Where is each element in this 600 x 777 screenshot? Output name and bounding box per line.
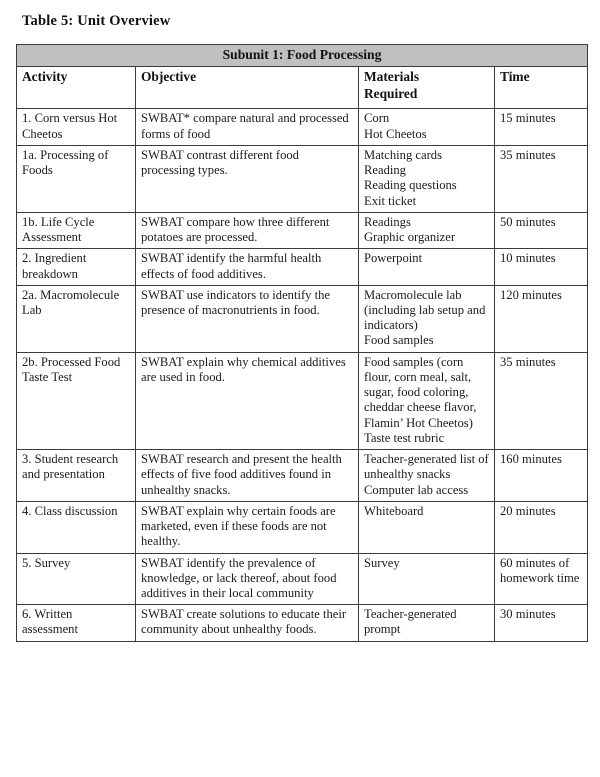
material-line: Whiteboard — [364, 503, 424, 518]
material-line: Matching cards — [364, 147, 442, 162]
cell-materials — [359, 145, 495, 212]
subunit-title-cell: Subunit 1: Food Processing — [17, 45, 588, 67]
material-line: Taste test rubric — [364, 430, 445, 445]
material-line: Reading questions — [364, 178, 457, 193]
cell-objective: SWBAT explain why chemical additives are used in food. — [136, 352, 359, 449]
cell-objective: SWBAT create solutions to educate their community about unhealthy foods. — [136, 605, 359, 641]
header-line: Materials — [364, 69, 420, 85]
material-line: Computer lab access — [364, 482, 469, 497]
material-line: Powerpoint — [364, 251, 423, 266]
cell-activity: 2b. Processed Food Taste Test — [17, 352, 136, 449]
table-row — [17, 450, 588, 502]
cell-materials — [359, 501, 495, 553]
material-line: Food samples (corn flour, corn meal, salt, sugar, food coloring, cheddar cheese flavor, Flamin’ Hot Cheetos) — [364, 354, 477, 430]
header-line: Activity — [22, 69, 68, 85]
cell-activity: 2a. Macromolecule Lab — [17, 285, 136, 352]
cell-objective: SWBAT research and present the health effects of five food additives found in unhealthy snacks. — [136, 450, 359, 502]
cell-time: 60 minutes of homework time — [495, 553, 588, 605]
cell-time: 120 minutes — [495, 285, 588, 352]
unit-overview-table-container — [16, 44, 587, 642]
table-row — [17, 605, 588, 641]
cell-objective: SWBAT use indicators to identify the presence of macronutrients in food. — [136, 285, 359, 352]
table-row — [17, 352, 588, 449]
cell-materials — [359, 605, 495, 641]
column-header-activity — [17, 67, 136, 109]
cell-time: 50 minutes — [495, 212, 588, 248]
cell-activity: 1b. Life Cycle Assessment — [17, 212, 136, 248]
material-line: Reading — [364, 163, 406, 178]
table-row — [17, 501, 588, 553]
cell-materials — [359, 352, 495, 449]
material-line: Hot Cheetos — [364, 126, 427, 141]
cell-objective: SWBAT* compare natural and processed forms of food — [136, 109, 359, 145]
table-row — [17, 212, 588, 248]
material-line: Readings — [364, 214, 411, 229]
column-header-materials — [359, 67, 495, 109]
table-row — [17, 109, 588, 145]
cell-objective: SWBAT compare how three different potatoes are processed. — [136, 212, 359, 248]
column-header-objective — [136, 67, 359, 109]
cell-time: 20 minutes — [495, 501, 588, 553]
cell-materials — [359, 212, 495, 248]
column-header-time — [495, 67, 588, 109]
cell-materials — [359, 109, 495, 145]
table-body — [17, 45, 588, 642]
cell-activity: 4. Class discussion — [17, 501, 136, 553]
cell-objective: SWBAT explain why certain foods are marketed, even if these foods are not healthy. — [136, 501, 359, 553]
material-line: Corn — [364, 111, 390, 126]
unit-overview-table — [16, 44, 588, 642]
table-row — [17, 553, 588, 605]
material-line: Graphic organizer — [364, 230, 456, 245]
material-line: Teacher-generated list of unhealthy snacks — [364, 452, 489, 482]
column-header-row — [17, 67, 588, 109]
material-line: Teacher-generated prompt — [364, 607, 457, 637]
table-caption: Table 5: Unit Overview — [22, 13, 171, 29]
material-line: Food samples — [364, 333, 434, 348]
cell-time: 35 minutes — [495, 145, 588, 212]
header-line: Time — [500, 69, 530, 85]
cell-time: 160 minutes — [495, 450, 588, 502]
header-line: Objective — [141, 69, 197, 85]
material-line: Exit ticket — [364, 193, 417, 208]
cell-activity: 3. Student research and presentation — [17, 450, 136, 502]
table-row — [17, 145, 588, 212]
material-line: Macromolecule lab (including lab setup and indicators) — [364, 287, 486, 333]
cell-materials — [359, 450, 495, 502]
cell-activity: 2. Ingredient breakdown — [17, 249, 136, 285]
header-line: Required — [364, 85, 418, 101]
cell-time: 10 minutes — [495, 249, 588, 285]
subunit-title-row — [17, 45, 588, 67]
table-row — [17, 249, 588, 285]
cell-activity: 1a. Processing of Foods — [17, 145, 136, 212]
cell-objective: SWBAT contrast different food processing types. — [136, 145, 359, 212]
cell-time: 15 minutes — [495, 109, 588, 145]
cell-activity: 5. Survey — [17, 553, 136, 605]
cell-objective: SWBAT identify the harmful health effects of food additives. — [136, 249, 359, 285]
cell-materials — [359, 553, 495, 605]
cell-materials — [359, 249, 495, 285]
cell-materials — [359, 285, 495, 352]
cell-activity: 6. Written assessment — [17, 605, 136, 641]
cell-objective: SWBAT identify the prevalence of knowledge, or lack thereof, about food additives in their local community — [136, 553, 359, 605]
cell-activity: 1. Corn versus Hot Cheetos — [17, 109, 136, 145]
material-line: Survey — [364, 555, 400, 570]
cell-time: 30 minutes — [495, 605, 588, 641]
cell-time: 35 minutes — [495, 352, 588, 449]
table-row — [17, 285, 588, 352]
